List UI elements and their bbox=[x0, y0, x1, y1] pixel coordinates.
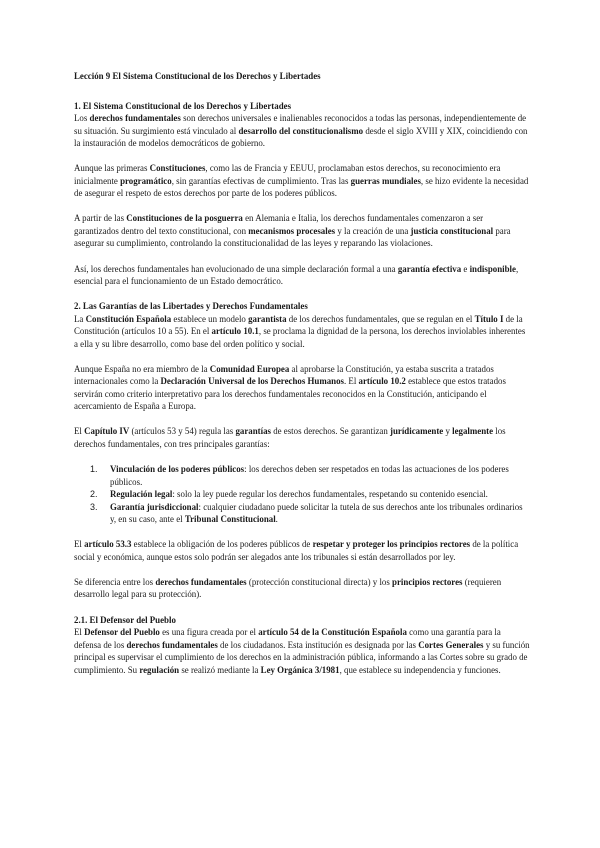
s1-paragraph-3: A partir de las Constituciones de la posguerra en Alemania e Italia, los derechos fundamentales comenzaron a ser garantizados dentro del texto constitucional, con mecanismos procesales y la creación de una justicia constitucional para asegurar su cumplimiento, controlando la constitucionalidad de las leyes y reparando las violaciones. bbox=[74, 213, 511, 249]
s2-paragraph-5: Se diferencia entre los derechos fundamentales (protección constitucional directa) y los principios rectores (requieren desarrollo legal para su protección). bbox=[74, 576, 502, 600]
section-1-title: 1. El Sistema Constitucional de los Derechos y Libertades bbox=[74, 100, 292, 111]
list-item: 2. Regulación legal: solo la ley puede regular los derechos fundamentales, respetando su contenido esencial. bbox=[90, 489, 488, 500]
s2-paragraph-3: El Capítulo IV (artículos 53 y 54) regula las garantías de estos derechos. Se garantizan jurídicamente y legalmente los derechos fundamentales, con tres principales garantías: bbox=[74, 426, 506, 450]
section-2-title: 2. Las Garantías de las Libertades y Derechos Fundamentales bbox=[74, 301, 308, 312]
s1-paragraph-2: Aunque las primeras Constituciones, como las de Francia y EEUU, proclamaban estos derechos, su reconocimiento era inicialmente programático, sin garantías efectivas de cumplimiento. Tras las guerras mundiales, se hizo evidente la necesidad de asegurar el respeto de estos derechos por parte de los poderes públicos. bbox=[74, 163, 529, 199]
s2-paragraph-2: Aunque España no era miembro de la Comunidad Europea al aprobarse la Constitución, ya estaba suscrita a tratados internacionales como la Declaración Universal de los Derechos Humanos. El artículo 10.2 establece que estos tratados servirán como criterio interpretativo para los derechos fundamentales reconocidos en la Constitución, anticipando el acercamiento de España a Europa. bbox=[74, 363, 506, 412]
list-number: 3. bbox=[90, 501, 98, 512]
s2-paragraph-4: El artículo 53.3 establece la obligación de los poderes públicos de respetar y proteger los principios rectores de la política social y económica, aunque estos solo podrán ser alegados ante los tribunales si están desarrollados por ley. bbox=[74, 539, 519, 562]
list-number: 1. bbox=[90, 464, 98, 475]
s1-paragraph-4: Así, los derechos fundamentales han evolucionado de una simple declaración formal a una garantía efectiva e indisponible, esencial para el funcionamiento de un Estado democrático. bbox=[74, 263, 519, 287]
guarantees-list bbox=[74, 463, 530, 526]
list-item: 1. Vinculación de los poderes públicos: los derechos deben ser respetados en todas las actuaciones de los poderes públicos. bbox=[90, 464, 509, 487]
list-number: 2. bbox=[90, 489, 98, 500]
section-2-1-title: 2.1. El Defensor del Pueblo bbox=[74, 614, 176, 625]
s2-paragraph-1: La Constitución Española establece un modelo garantista de los derechos fundamentales, que se regulan en el Título I de la Constitución (artículos 10 a 55). En el artículo 10.1, se proclama la dignidad de la persona, los derechos inviolables inherentes a ella y su libre desarrollo, como base del orden político y social. bbox=[74, 313, 526, 349]
document-title: Lección 9 El Sistema Constitucional de los Derechos y Libertades bbox=[74, 71, 321, 81]
s1-paragraph-1: Los derechos fundamentales son derechos universales e inalienables reconocidos a todas las personas, independientemente de su situación. Su surgimiento está vinculado al desarrollo del constitucionalismo desde el siglo XVIII y XIX, coincidiendo con la instauración de modelos democráticos de gobierno. bbox=[74, 113, 528, 149]
list-item: 3. Garantía jurisdiccional: cualquier ciudadano puede solicitar la tutela de sus derechos ante los tribunales ordinarios y, en su caso, ante el Tribunal Constitucional. bbox=[90, 501, 523, 525]
s21-paragraph-1: El Defensor del Pueblo es una figura creada por el artículo 54 de la Constitución Española como una garantía para la defensa de los derechos fundamentales de los ciudadanos. Esta institución es designada por las Cortes Generales y su función principal es supervisar el cumplimiento de los derechos en la administración pública, informando a las Cortes sobre su grado de cumplimiento. Su regulación se realizó mediante la Ley Orgánica 3/1981, que establece su independencia y funciones. bbox=[74, 627, 530, 675]
